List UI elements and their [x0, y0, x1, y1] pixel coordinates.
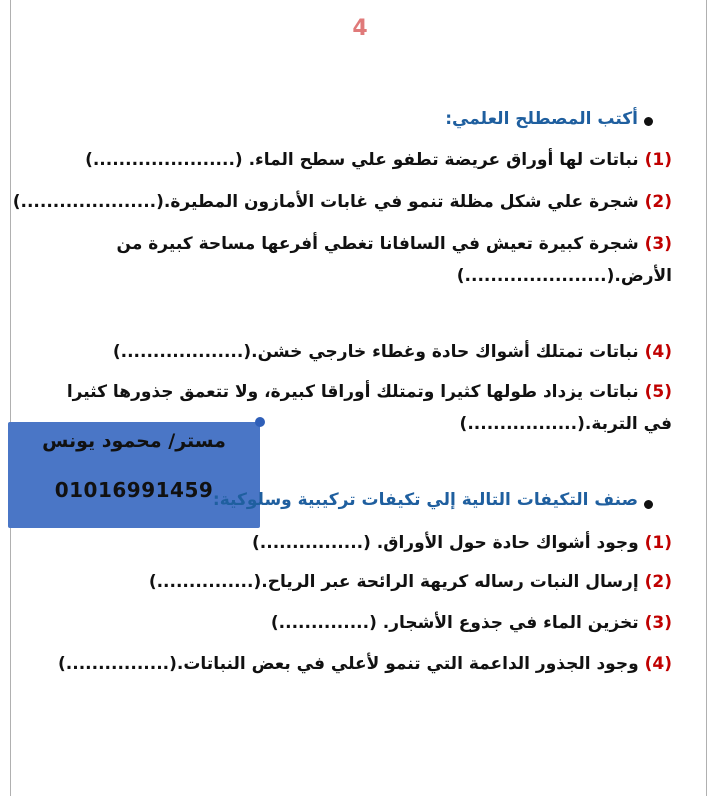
item-text: وجود أشواك حادة حول الأوراق. (................) [252, 533, 645, 553]
section2-item-1 [252, 533, 672, 553]
item-number: (1) [644, 533, 672, 553]
section2-heading: صنف التكيفات التالية إلي تكيفات تركيبية وسلوكية: [212, 490, 638, 510]
item-text: شجرة كبيرة تعيش في السافانا تغطي أفرعها مساحة كبيرة من الأرض.(......................) [116, 234, 672, 286]
section1-item-4 [113, 342, 672, 362]
section2-bullet [644, 500, 653, 509]
item-text: إرسال النبات رساله كريهة الرائحة عبر الرياح.(...............) [148, 572, 645, 592]
item-number: (2) [644, 572, 672, 592]
section1-item-2 [13, 192, 672, 212]
page-number: 4 [352, 16, 368, 41]
teacher-name: مستر/ محمود يونس [42, 430, 226, 452]
item-number: (4) [644, 654, 672, 674]
item-text: شجرة علي شكل مظلة تنمو في غابات الأمازون المطيرة.(.....................) [12, 192, 645, 212]
section1-item-3 [60, 228, 672, 292]
item-text: تخزين الماء في جذوع الأشجار. (..............) [270, 613, 645, 633]
item-number: (4) [644, 342, 672, 362]
item-text: وجود الجذور الداعمة التي تنمو لأعلي في بعض النباتات.(................) [58, 654, 645, 674]
section1-item-1 [85, 150, 672, 170]
item-number: (2) [644, 192, 672, 212]
contact-card [8, 422, 260, 528]
item-text: نباتات لها أوراق عريضة تطفو علي سطح الماء. (......................) [85, 150, 645, 170]
phone-number: 01016991459 [54, 478, 214, 502]
section1-heading: أكتب المصطلح العلمي: [445, 109, 638, 129]
page-border-right [706, 0, 707, 796]
resize-handle-dot[interactable] [255, 417, 265, 427]
section2-item-4 [58, 654, 672, 674]
item-number: (1) [644, 150, 672, 170]
item-number: (3) [644, 234, 672, 254]
section2-item-3 [271, 613, 672, 633]
page-border-left [10, 0, 11, 796]
section1-bullet [644, 117, 653, 126]
item-number: (3) [644, 613, 672, 633]
section2-item-2 [149, 572, 672, 592]
item-text: نباتات يزداد طولها كثيرا وتمتلك أوراقا كبيرة، ولا تتعمق جذورها كثيرا في التربة.(.................) [66, 382, 672, 434]
item-number: (5) [644, 382, 672, 402]
item-text: نباتات تمتلك أشواك حادة وغطاء خارجي خشن.(...................) [112, 342, 645, 362]
